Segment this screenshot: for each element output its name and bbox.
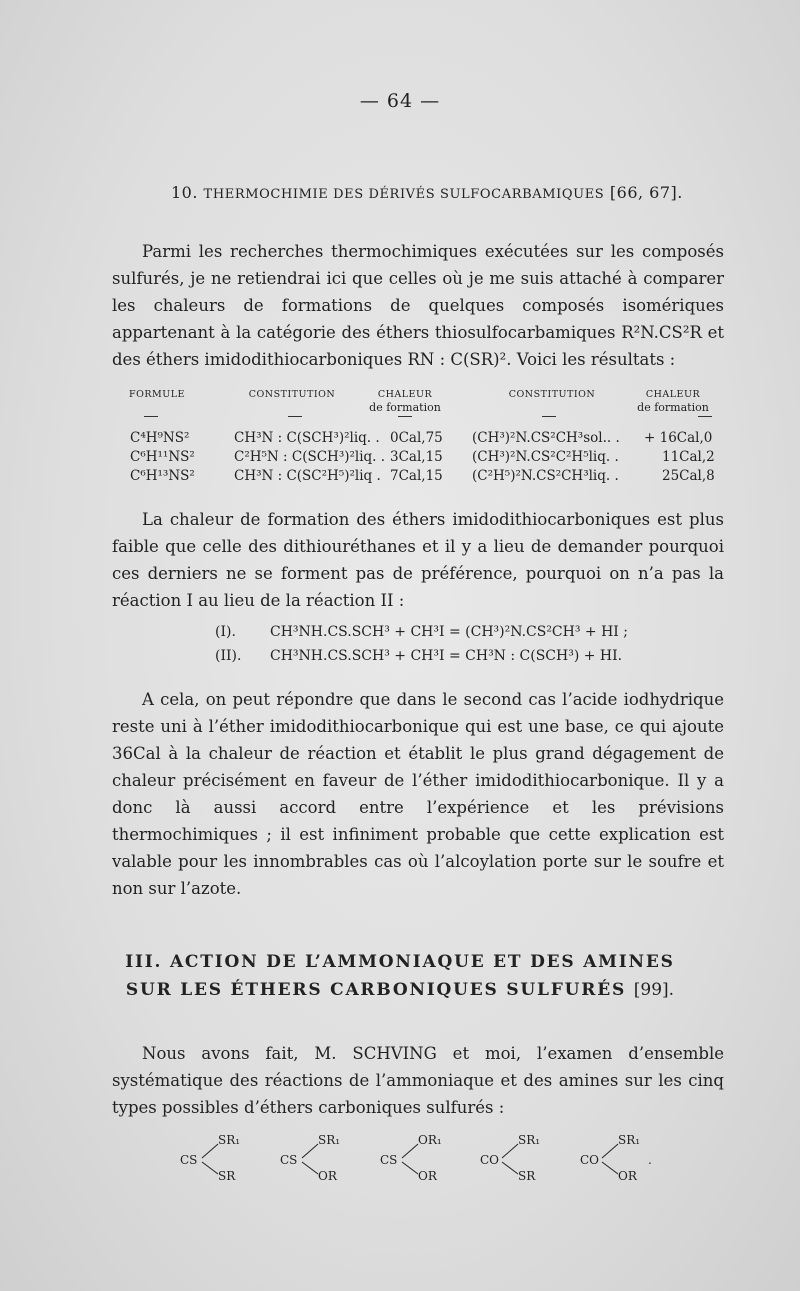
structure-formula bbox=[380, 1133, 442, 1183]
header-chaleur-2-label: CHALEUR bbox=[645, 389, 701, 400]
structure-core: CS bbox=[280, 1153, 298, 1167]
header-formule: FORMULE bbox=[128, 389, 185, 400]
structure-bottom-group: OR bbox=[618, 1169, 637, 1183]
cell-constitution-2: (C²H⁵)²N.CS²CH³liq. . bbox=[472, 468, 619, 484]
structure-top-group: SR₁ bbox=[218, 1133, 241, 1147]
structures-row bbox=[180, 1130, 700, 1190]
header-constitution-2: CONSTITUTION bbox=[508, 389, 596, 400]
structure-top-group: SR₁ bbox=[318, 1133, 341, 1147]
structure-bottom-group: OR bbox=[318, 1169, 337, 1183]
structure-formula bbox=[580, 1133, 640, 1183]
reaction-formula: CH³NH.CS.SCH³ + CH³I = (CH³)²N.CS²CH³ + HI ; bbox=[270, 624, 629, 640]
paragraph-explanation bbox=[112, 686, 724, 902]
structure-core: CO bbox=[480, 1153, 500, 1167]
cell-constitution-1: CH³N : C(SCH³)²liq. . bbox=[234, 430, 380, 446]
paragraph-types-text: Nous avons fait, M. SCHVING et moi, l’examen d’ensemble systématique des réactions de l’ammoniaque et des amines sur les cinq types possibles d’éthers carboniques sulfurés : bbox=[112, 1044, 724, 1117]
cell-chaleur-1: 0Cal,75 bbox=[390, 430, 443, 446]
cell-formule: C⁶H¹³NS² bbox=[130, 468, 195, 484]
structure-top-group: SR₁ bbox=[618, 1133, 641, 1147]
bond-line bbox=[402, 1162, 418, 1174]
structure-top-group: OR₁ bbox=[418, 1133, 442, 1147]
section-ref: [66, 67]. bbox=[609, 183, 683, 202]
structure-formula bbox=[280, 1133, 340, 1183]
structures-svg bbox=[180, 1130, 700, 1190]
reaction-label: (II). bbox=[215, 648, 242, 664]
structure-top-group: SR₁ bbox=[518, 1133, 541, 1147]
chapter-heading-line-2 bbox=[0, 980, 800, 1000]
section-title bbox=[171, 183, 683, 202]
cell-formule: C⁶H¹¹NS² bbox=[130, 449, 195, 465]
paragraph-intro-text: Parmi les recherches thermochimiques exécutées sur les composés sulfurés, je ne retiendrai ici que celles où je me suis attaché à comparer les chaleurs de formations de quelques composés isomériques appartenant à la catégorie des éthers thiosulfocarbamiques R²N.CS²R et des éthers imidodithiocarboniques RN : C(SR)². Voici les résultats : bbox=[112, 242, 724, 369]
paragraph-discussion-text: La chaleur de formation des éthers imidodithiocarboniques est plus faible que celle des dithiouréthanes et il y a lieu de demander pourquoi ces derniers ne se forment pas de préférence, pourquoi on n’a pas la réaction I au lieu de la réaction II : bbox=[112, 510, 724, 610]
bond-line bbox=[302, 1162, 318, 1174]
reaction-equation bbox=[215, 624, 628, 640]
structure-bottom-group: SR bbox=[218, 1169, 236, 1183]
header-chaleur-2 bbox=[622, 388, 724, 414]
header-dash bbox=[144, 416, 158, 417]
cell-constitution-2: (CH³)²N.CS²CH³sol.. . bbox=[472, 430, 620, 446]
header-chaleur-2-sub: de formation bbox=[637, 401, 709, 414]
structure-bottom-group: OR bbox=[418, 1169, 437, 1183]
cell-formule: C⁴H⁹NS² bbox=[130, 430, 190, 446]
bond-line bbox=[202, 1162, 218, 1174]
structure-core: CO bbox=[580, 1153, 600, 1167]
paragraph-types bbox=[112, 1040, 724, 1121]
structure-core: CS bbox=[380, 1153, 398, 1167]
reaction-formula: CH³NH.CS.SCH³ + CH³I = CH³N : C(SCH³) + HI. bbox=[270, 648, 623, 664]
bond-line bbox=[502, 1162, 518, 1174]
structure-core: CS bbox=[180, 1153, 198, 1167]
bond-line bbox=[602, 1162, 618, 1174]
header-chaleur-1-label: CHALEUR bbox=[377, 389, 433, 400]
cell-chaleur-1: 7Cal,15 bbox=[390, 468, 443, 484]
paragraph-discussion bbox=[112, 506, 724, 614]
page-number: — 64 — bbox=[359, 90, 441, 112]
structures-period: . bbox=[648, 1153, 652, 1167]
chapter-heading-line-1: III. ACTION DE L’AMMONIAQUE ET DES AMINES bbox=[125, 952, 675, 972]
bond-line bbox=[202, 1144, 218, 1158]
structure-formula bbox=[480, 1133, 540, 1183]
cell-constitution-2: (CH³)²N.CS²C²H⁵liq. . bbox=[472, 449, 619, 465]
chapter-heading-ref: [99]. bbox=[633, 980, 675, 1000]
header-dash bbox=[542, 416, 556, 417]
bond-line bbox=[402, 1144, 418, 1158]
header-constitution-1: CONSTITUTION bbox=[248, 389, 336, 400]
cell-chaleur-2: + 16Cal,0 bbox=[644, 430, 713, 446]
cell-chaleur-1: 3Cal,15 bbox=[390, 449, 443, 465]
cell-constitution-1: C²H⁵N : C(SCH³)²liq. . bbox=[234, 449, 386, 465]
chapter-heading-text: SUR LES ÉTHERS CARBONIQUES SULFURÉS bbox=[125, 980, 627, 1000]
cell-constitution-1: CH³N : C(SC²H⁵)²liq . bbox=[234, 468, 381, 484]
cell-chaleur-2: 11Cal,2 bbox=[662, 449, 715, 465]
section-title-text: THERMOCHIMIE DES DÉRIVÉS SULFOCARBAMIQUES bbox=[203, 187, 605, 202]
reaction-equation bbox=[215, 648, 622, 664]
header-dash bbox=[698, 416, 712, 417]
cell-chaleur-2: 25Cal,8 bbox=[662, 468, 715, 484]
structure-formula bbox=[180, 1133, 240, 1183]
header-chaleur-1-sub: de formation bbox=[369, 401, 441, 414]
paragraph-explanation-text: A cela, on peut répondre que dans le second cas l’acide iodhydrique reste uni à l’éther imidodithiocarbonique qui est une base, ce qui ajoute 36Cal à la chaleur de réaction et établit le plus grand dégagement de chaleur précisément en faveur de l’éther imidodithiocarbonique. Il y a donc là aussi accord entre l’expérience et les prévisions thermochimiques ; il est infiniment probable que cette explication est valable pour les innombrables cas où l’alcoylation porte sur le soufre et non sur l’azote. bbox=[112, 690, 724, 898]
header-dash bbox=[288, 416, 302, 417]
header-chaleur-1 bbox=[350, 388, 460, 414]
bond-line bbox=[302, 1144, 318, 1158]
section-number: 10. bbox=[171, 183, 198, 202]
header-dash bbox=[398, 416, 412, 417]
bond-line bbox=[602, 1144, 618, 1158]
bond-line bbox=[502, 1144, 518, 1158]
reaction-label: (I). bbox=[215, 624, 236, 640]
paragraph-intro bbox=[112, 238, 724, 373]
structure-bottom-group: SR bbox=[518, 1169, 536, 1183]
